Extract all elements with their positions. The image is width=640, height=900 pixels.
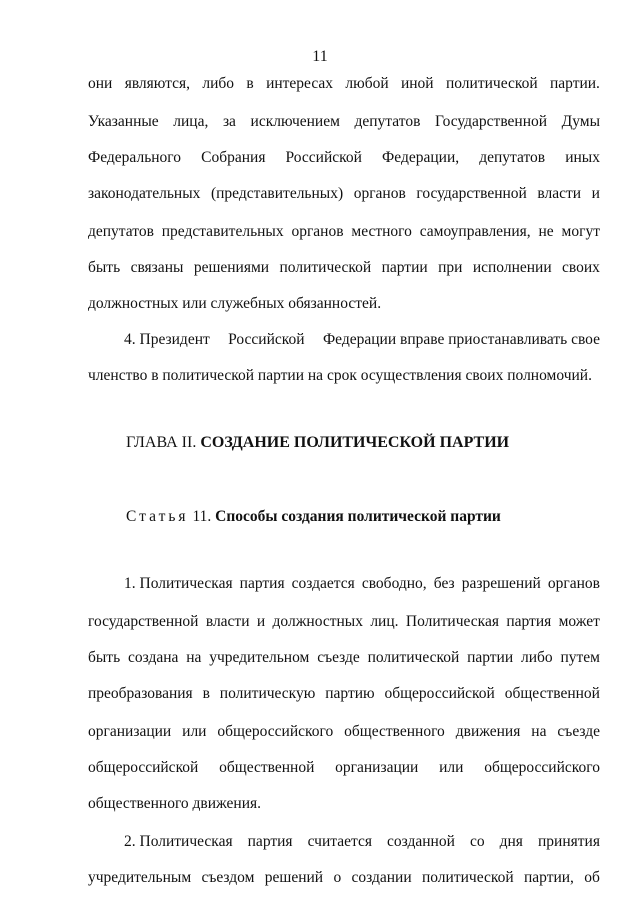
word: и — [256, 613, 266, 630]
word: партии. — [549, 75, 600, 92]
word: исключением — [250, 113, 340, 130]
word: государственной — [88, 613, 199, 630]
word: об — [584, 869, 600, 886]
word: общественного — [344, 723, 445, 740]
word: 4. Президент — [124, 331, 210, 348]
word: связаны — [130, 259, 184, 276]
word: свободно, — [361, 575, 427, 592]
text-line — [88, 684, 600, 704]
word: за — [222, 113, 236, 130]
word: депутатов — [88, 223, 154, 240]
word: органов — [291, 223, 344, 240]
word: или — [439, 759, 464, 776]
word: без — [433, 575, 455, 592]
word: интересах — [266, 75, 334, 92]
word: решений — [264, 869, 324, 886]
word: общественной — [219, 759, 315, 776]
chapter-title: СОЗДАНИЕ ПОЛИТИЧЕСКОЙ ПАРТИИ — [200, 434, 510, 451]
text-line — [88, 222, 600, 242]
article-prefix: Статья — [126, 508, 189, 525]
word: партии — [381, 259, 428, 276]
word: учредительном — [209, 649, 310, 666]
text-line — [124, 832, 600, 852]
word: быть — [88, 259, 121, 276]
word: Указанные — [88, 113, 159, 130]
word: общественной — [504, 685, 600, 702]
word: Государственной — [434, 113, 548, 130]
word: политической — [421, 869, 514, 886]
word: в — [246, 75, 254, 92]
word: лиц. — [370, 613, 399, 630]
word: съезде — [557, 723, 600, 740]
word: Российской — [228, 331, 305, 348]
word: законодательных — [88, 185, 201, 202]
word: о — [333, 869, 342, 886]
word: 1. Политическая — [124, 575, 233, 592]
word: 2. Политическая — [124, 833, 233, 850]
word: партия — [247, 833, 293, 850]
word: Федерации, — [382, 149, 460, 166]
word: на — [186, 649, 202, 666]
text-line — [124, 330, 600, 350]
word: при — [438, 259, 463, 276]
word: иной — [400, 75, 434, 92]
word: создана — [127, 649, 179, 666]
text-line: членство в политической партии на срок осуществления своих полномочий. — [88, 367, 592, 384]
word: либо — [202, 75, 235, 92]
word: депутатов — [479, 149, 546, 166]
word: разрешений — [461, 575, 541, 592]
word: любой — [345, 75, 389, 92]
word: организации — [88, 723, 172, 740]
text-line — [88, 758, 600, 778]
text-line — [88, 258, 600, 278]
word: движения — [455, 723, 521, 740]
word: могут — [561, 223, 600, 240]
word: на — [531, 723, 547, 740]
word: они — [88, 75, 113, 92]
word: представительных — [161, 223, 284, 240]
word: своих — [562, 259, 600, 276]
text-line — [88, 722, 600, 742]
word: Политическая — [405, 613, 499, 630]
word: иных — [565, 149, 600, 166]
word: политической — [445, 75, 538, 92]
word: путем — [560, 649, 600, 666]
word: создании — [351, 869, 412, 886]
word: партия — [506, 613, 552, 630]
word: Федерации вправе приостанавливать свое — [322, 331, 600, 348]
word: организации — [335, 759, 419, 776]
word: власти — [205, 613, 250, 630]
word: партии, — [523, 869, 574, 886]
word: общероссийского — [484, 759, 600, 776]
text-line — [88, 868, 600, 888]
word: общероссийской — [88, 759, 199, 776]
word: (представительных) — [210, 185, 344, 202]
word: общероссийской — [384, 685, 495, 702]
word: органов — [353, 185, 406, 202]
word: со — [469, 833, 485, 850]
word: Российской — [285, 149, 362, 166]
word: и — [591, 185, 600, 202]
word: партию — [325, 685, 375, 702]
chapter-heading — [126, 434, 509, 452]
word: политической — [279, 259, 372, 276]
word: местного — [351, 223, 412, 240]
word: партия — [239, 575, 285, 592]
word: созданной — [387, 833, 455, 850]
text-line — [88, 148, 600, 168]
word: Собрания — [201, 149, 266, 166]
text-line — [88, 648, 600, 668]
article-title: Способы создания политической партии — [215, 508, 501, 525]
text-line — [124, 574, 600, 594]
chapter-prefix: ГЛАВА II. — [126, 434, 197, 451]
word: исполнении — [472, 259, 552, 276]
word: лица, — [173, 113, 209, 130]
word: съезде — [317, 649, 360, 666]
word: дня — [499, 833, 523, 850]
word: создается — [291, 575, 355, 592]
text-line: общественного движения. — [88, 795, 262, 812]
word: Думы — [561, 113, 600, 130]
word: политическую — [219, 685, 316, 702]
word: Федерального — [88, 149, 182, 166]
word: или — [182, 723, 207, 740]
word: в — [202, 685, 210, 702]
text-line — [88, 184, 600, 204]
text-line: должностных или служебных обязанностей. — [88, 295, 382, 312]
word: считается — [307, 833, 372, 850]
word: учредительным — [88, 869, 192, 886]
word: являются, — [124, 75, 191, 92]
article-number: 11. — [192, 508, 212, 525]
word: съездом — [201, 869, 255, 886]
word: решениями — [193, 259, 270, 276]
text-line — [88, 612, 600, 632]
word: общероссийского — [217, 723, 334, 740]
word: органов — [547, 575, 600, 592]
word: политической — [367, 649, 460, 666]
word: государственной — [416, 185, 527, 202]
word: преобразования — [88, 685, 193, 702]
word: самоуправления, — [419, 223, 531, 240]
text-line — [88, 74, 600, 94]
word: либо — [520, 649, 553, 666]
word: быть — [88, 649, 121, 666]
word: не — [538, 223, 554, 240]
word: принятия — [537, 833, 600, 850]
article-heading — [126, 508, 501, 526]
word: должностных — [272, 613, 363, 630]
word: партии — [467, 649, 514, 666]
page-number: 11 — [312, 48, 328, 65]
word: депутатов — [354, 113, 421, 130]
word: может — [558, 613, 600, 630]
word: власти — [537, 185, 582, 202]
text-line — [88, 112, 600, 132]
